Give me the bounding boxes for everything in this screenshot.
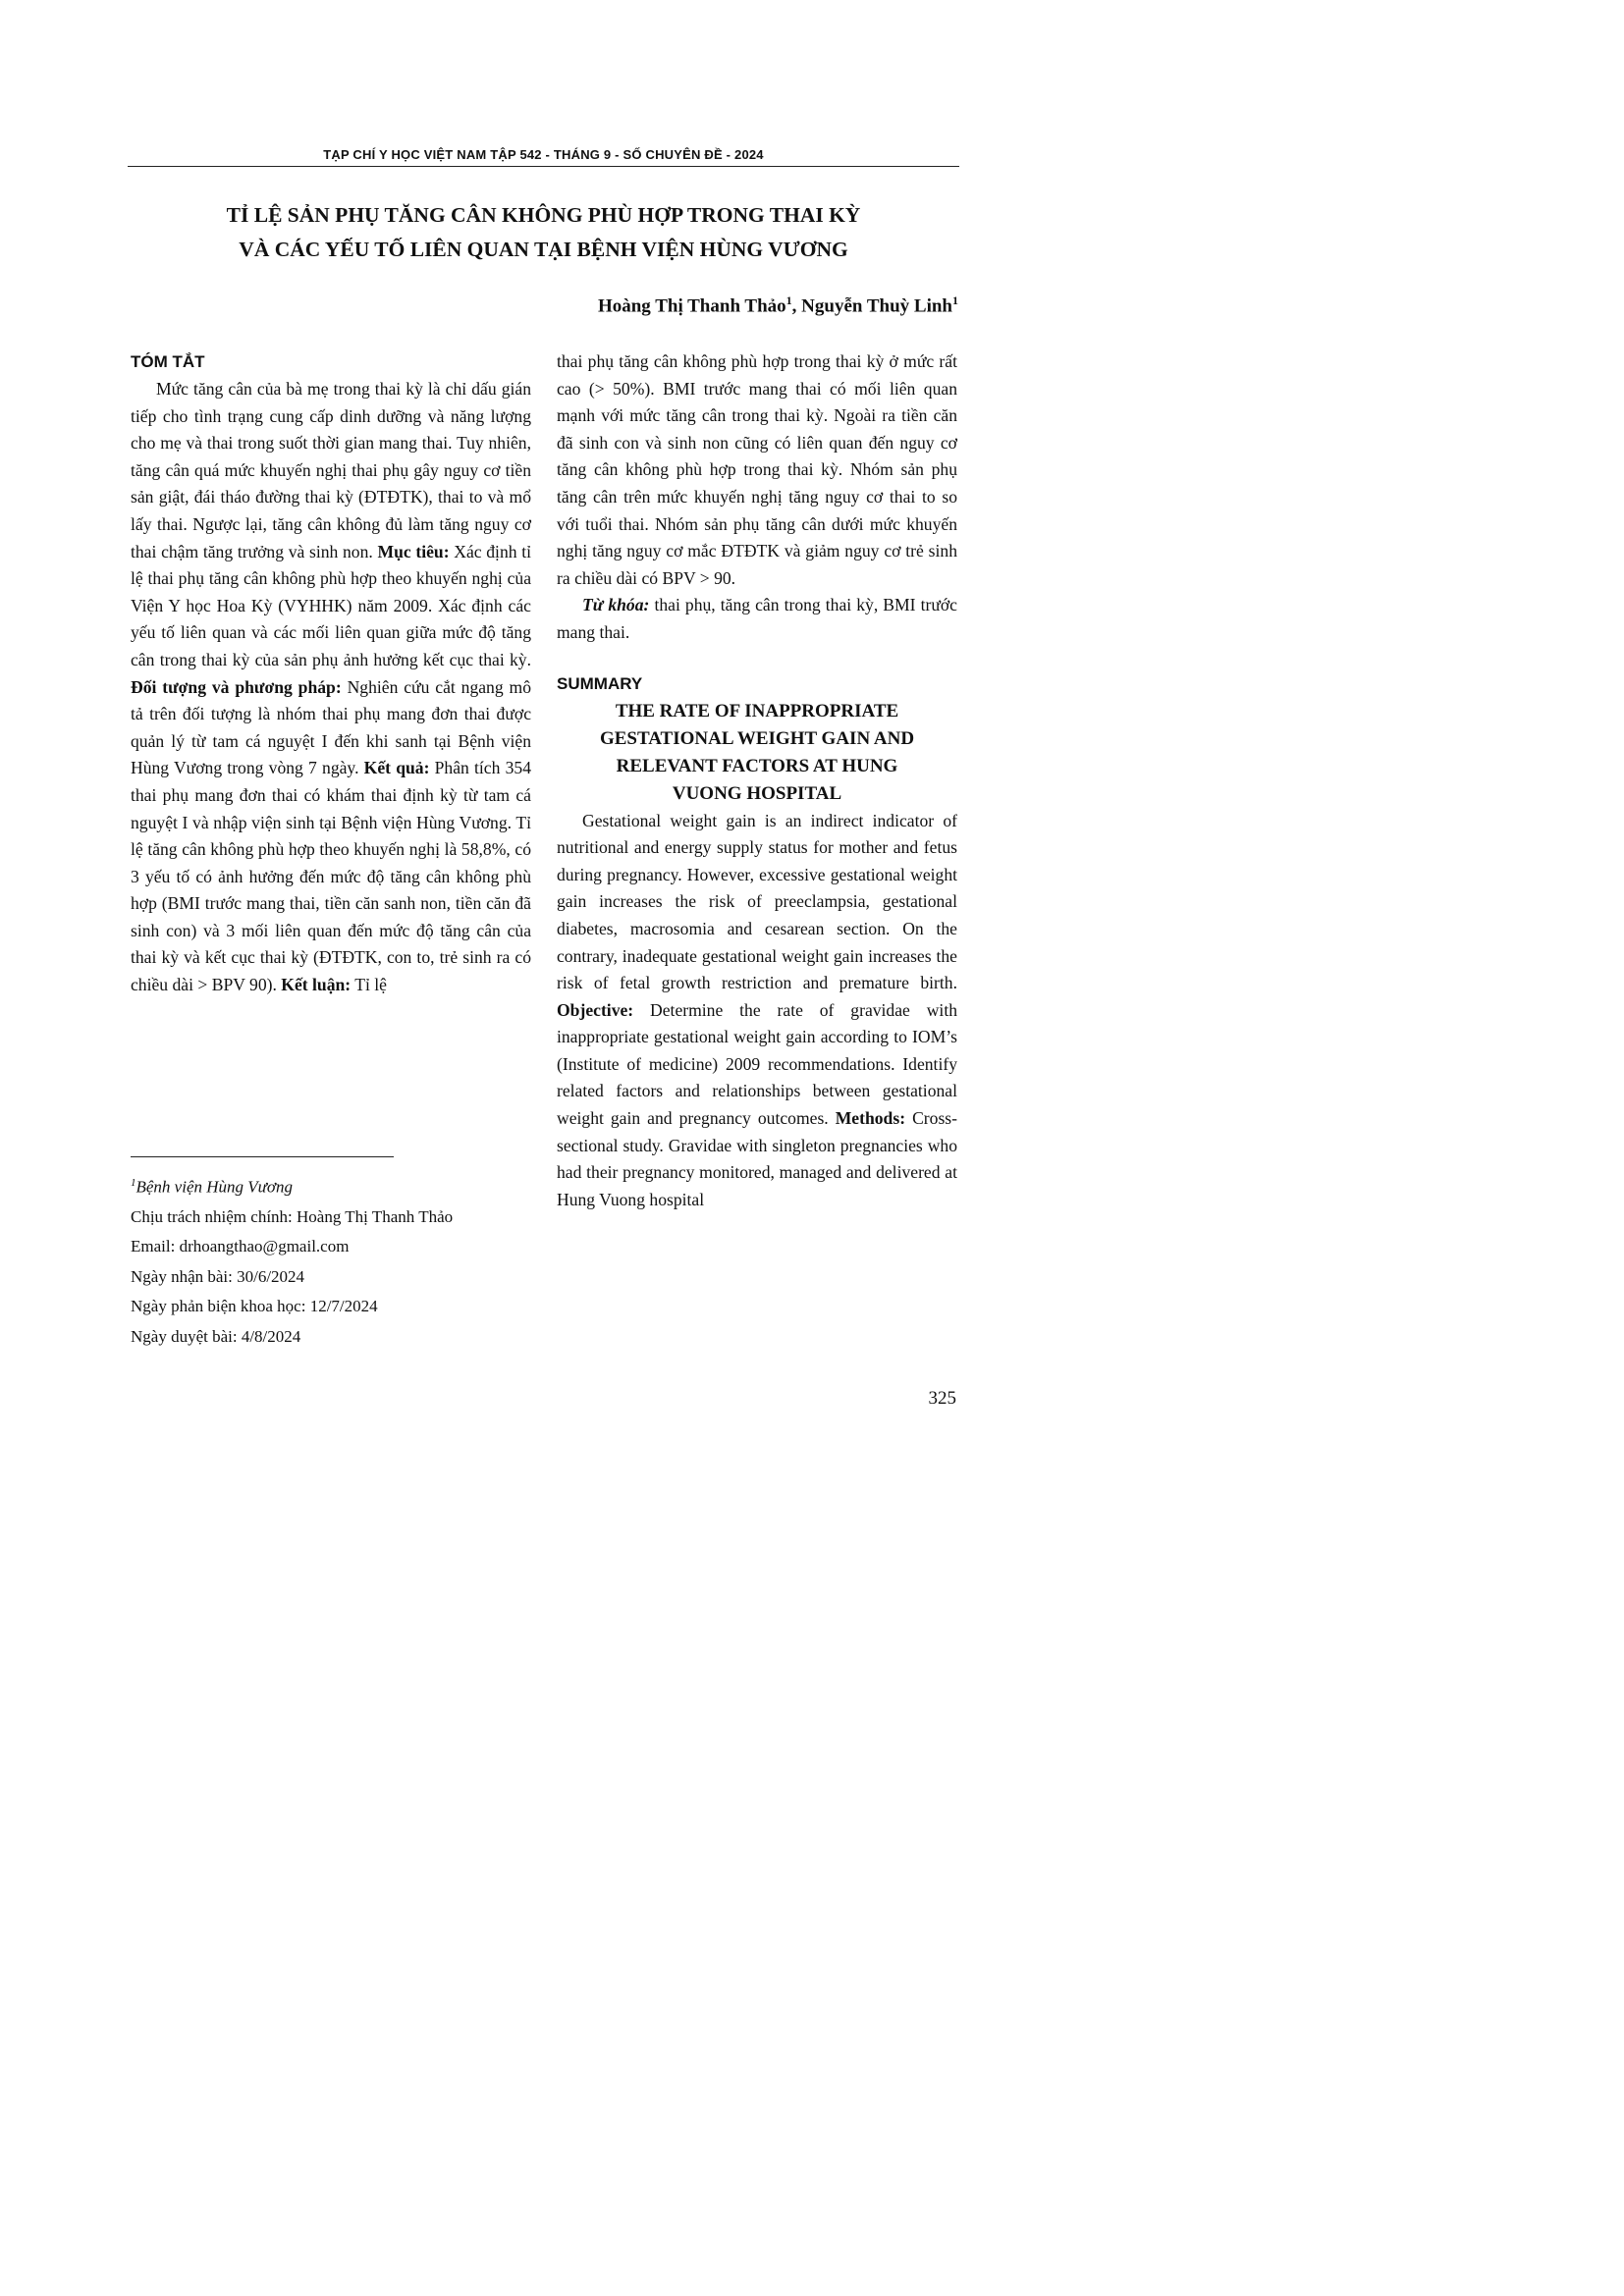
- summary-heading: SUMMARY: [557, 673, 643, 693]
- summary-objective-label: Objective:: [557, 999, 634, 1020]
- article-title-line-2: VÀ CÁC YẾU TỐ LIÊN QUAN TẠI BỆNH VIỆN HÙNG VƯƠNG: [239, 238, 848, 261]
- journal-running-header: TẠP CHÍ Y HỌC VIỆT NAM TẬP 542 - THÁNG 9 - SỐ CHUYÊN ĐỀ - 2024: [323, 147, 764, 162]
- review-date: Ngày phản biện khoa học: 12/7/2024: [131, 1297, 378, 1316]
- english-title-line: RELEVANT FACTORS AT HUNG: [616, 755, 898, 776]
- page-number: 325: [928, 1388, 956, 1409]
- affiliation-mark: 1: [131, 1177, 136, 1189]
- summary-intro: Gestational weight gain is an indirect indicator of nutritional and energy supply status for mother and fetus during pregnancy. However, excessive gestational weight gain increases the risk of preeclampsia, gestational diabetes, macrosomia and cesarean section. On the contrary, inadequate gestational weight gain increases the risk of fetal growth restriction and premature birth.: [557, 810, 957, 993]
- article-title-line-1: TỈ LỆ SẢN PHỤ TĂNG CÂN KHÔNG PHÙ HỢP TRONG THAI KỲ: [226, 203, 861, 227]
- english-title: [557, 698, 957, 808]
- affiliation-name: Bệnh viện Hùng Vương: [135, 1177, 293, 1197]
- conclusion-label: Kết luận:: [281, 975, 352, 995]
- right-column: [557, 348, 957, 1213]
- conclusion-text-part-2: thai phụ tăng cân không phù hợp trong thai kỳ ở mức rất cao (> 50%). BMI trước mang thai có mối liên quan mạnh với mức tăng cân trong thai kỳ. Ngoài ra tiền căn đã sinh con và sinh non cũng có liên quan đến nguy cơ tăng cân không phù hợp trong thai kỳ. Nhóm sản phụ tăng cân trên mức khuyến nghị tăng nguy cơ thai to so với tuổi thai. Nhóm sản phụ tăng cân dưới mức khuyến nghị tăng nguy cơ mắc ĐTĐTK và giảm nguy cơ trẻ sinh ra chiều dài có BPV > 90.: [557, 351, 957, 588]
- english-title-line: THE RATE OF INAPPROPRIATE: [615, 700, 899, 721]
- abstract-intro: Mức tăng cân của bà mẹ trong thai kỳ là chỉ dấu gián tiếp cho tình trạng cung cấp dinh dưỡng và năng lượng cho mẹ và thai trong suốt thời gian mang thai. Tuy nhiên, tăng cân quá mức khuyến nghị thai phụ gây nguy cơ tiền sản giật, đái tháo đường thai kỳ (ĐTĐTK), thai to và mổ lấy thai. Ngược lại, tăng cân không đủ làm tăng nguy cơ thai chậm tăng trưởng và sinh non.: [131, 379, 531, 561]
- keywords-text: thai phụ, tăng cân trong thai kỳ, BMI trước mang thai.: [557, 595, 957, 642]
- affiliation-footnote: [131, 1168, 543, 1202]
- affiliation-mark: 1: [785, 294, 792, 307]
- summary-methods-text: Cross-sectional study. Gravidae with singleton pregnancies who had their pregnancy monitored, managed and delivered at Hung Vuong hospital: [557, 1108, 958, 1209]
- abstract-heading: TÓM TẮT: [131, 352, 205, 371]
- keywords-paragraph: [557, 592, 957, 646]
- summary-paragraph: [557, 808, 957, 1214]
- accepted-date: Ngày duyệt bài: 4/8/2024: [131, 1326, 301, 1346]
- conclusion-continued: [557, 348, 957, 592]
- english-title-line: GESTATIONAL WEIGHT GAIN AND: [599, 727, 915, 749]
- results-label: Kết quả:: [363, 758, 430, 778]
- results-text: Phân tích 354 thai phụ mang đơn thai có khám thai định kỳ từ tam cá nguyệt I và nhập viện sinh tại Bệnh viện Hùng Vương. Tỉ lệ tăng cân không phù hợp theo khuyến nghị là 58,8%, có 3 yếu tố có ảnh hưởng đến mức độ tăng cân không phù hợp (BMI trước mang thai, tiền căn sanh non, tiền căn đã sinh con) và 3 mối liên quan đến mức độ tăng cân của thai kỳ và kết cục thai kỳ (ĐTĐTK, con to, trẻ sinh ra có chiều dài > BPV 90).: [131, 758, 531, 995]
- objective-label: Mục tiêu:: [377, 541, 450, 561]
- methods-text: Nghiên cứu cắt ngang mô tả trên đối tượng là nhóm thai phụ mang đơn thai được quản lý từ tam cá nguyệt I đến khi sanh tại Bệnh viện Hùng Vương trong vòng 7 ngày.: [131, 676, 532, 778]
- english-title-line: VUONG HOSPITAL: [672, 782, 842, 804]
- conclusion-text-part-1: Tỉ lệ: [351, 975, 387, 995]
- objective-text: Xác định tỉ lệ thai phụ tăng cân không phù hợp theo khuyến nghị của Viện Y học Hoa Kỳ (VYHHK) năm 2009. Xác định các yếu tố liên quan và các mối liên quan giữa mức độ tăng cân trong thai kỳ của sản phụ ảnh hưởng kết cục thai kỳ.: [131, 541, 531, 669]
- keywords-label: Từ khóa:: [582, 595, 650, 615]
- affiliation-mark: 1: [952, 294, 958, 307]
- author-separator: ,: [791, 295, 802, 317]
- article-title: [128, 198, 959, 267]
- header-rule: [128, 166, 959, 167]
- summary-objective-text: Determine the rate of gravidae with inappropriate gestational weight gain according to IOM’s (Institute of medicine) 2009 recommendations. Identify related factors and relationships between gestational weight gain and pregnancy outcomes.: [557, 999, 957, 1129]
- author-name: Nguyễn Thuỳ Linh: [801, 295, 952, 317]
- footnotes: [131, 1168, 543, 1352]
- author-list: [598, 294, 958, 317]
- left-column: [131, 348, 531, 999]
- footnote-rule: [131, 1156, 394, 1157]
- received-date: Ngày nhận bài: 30/6/2024: [131, 1266, 305, 1286]
- corresponding-author: Chịu trách nhiệm chính: Hoàng Thị Thanh Thảo: [131, 1207, 454, 1227]
- author-name: Hoàng Thị Thanh Thảo: [597, 295, 786, 317]
- email-line: Email: drhoangthao@gmail.com: [131, 1237, 350, 1256]
- methods-label: Đối tượng và phương pháp:: [131, 676, 342, 697]
- summary-methods-label: Methods:: [835, 1108, 906, 1129]
- abstract-paragraph: [131, 376, 531, 999]
